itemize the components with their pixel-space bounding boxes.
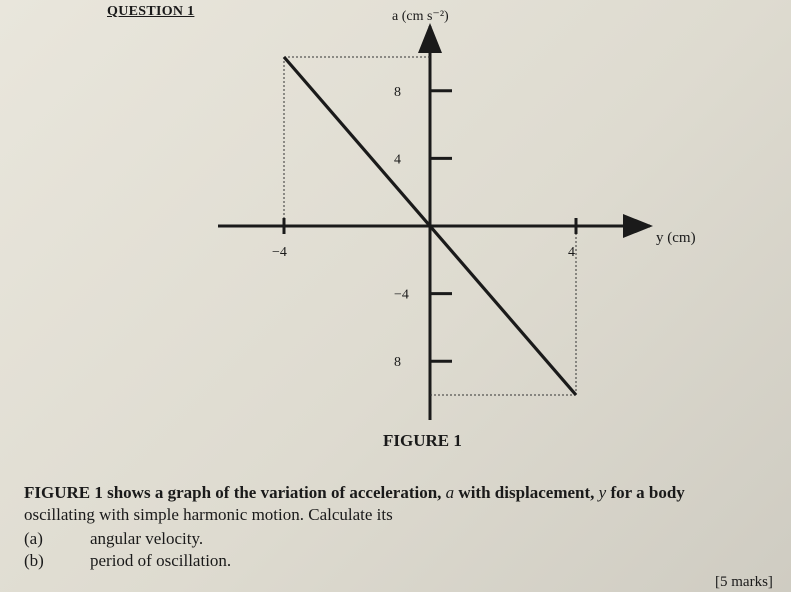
part-a xyxy=(24,528,231,550)
variable-y: y xyxy=(598,483,607,502)
part-b-label: (b) xyxy=(24,551,44,570)
y-tick-label: 8 xyxy=(394,84,401,100)
figure-caption: FIGURE 1 xyxy=(383,431,462,450)
body-text-segment: with displacement, xyxy=(454,483,599,502)
body-text-segment: FIGURE 1 shows a graph of the variation of acceleration, xyxy=(24,483,446,502)
x-tick-label: −4 xyxy=(272,245,287,260)
part-b-text: period of oscillation. xyxy=(90,551,232,570)
body-text-segment: for a body xyxy=(606,483,685,502)
part-b xyxy=(24,550,231,572)
y-tick-label: 4 xyxy=(394,152,401,168)
question-body xyxy=(24,482,784,526)
body-line-1 xyxy=(24,482,784,504)
marks-allocation: [5 marks] xyxy=(715,574,773,590)
y-tick-label: 8 xyxy=(394,355,401,371)
x-tick-label: 4 xyxy=(568,245,575,260)
x-axis-label: y (cm) xyxy=(656,230,696,246)
body-line-2: oscillating with simple harmonic motion. Calculate its xyxy=(24,505,393,524)
y-tick-label: −4 xyxy=(394,287,409,303)
part-a-text: angular velocity. xyxy=(90,529,204,548)
part-a-label: (a) xyxy=(24,529,43,548)
y-axis-label: a (cm s⁻²) xyxy=(392,9,449,24)
question-heading: QUESTION 1 xyxy=(107,4,195,19)
axis-ticks xyxy=(272,85,576,370)
question-parts xyxy=(24,528,231,572)
variable-a: a xyxy=(445,483,455,502)
